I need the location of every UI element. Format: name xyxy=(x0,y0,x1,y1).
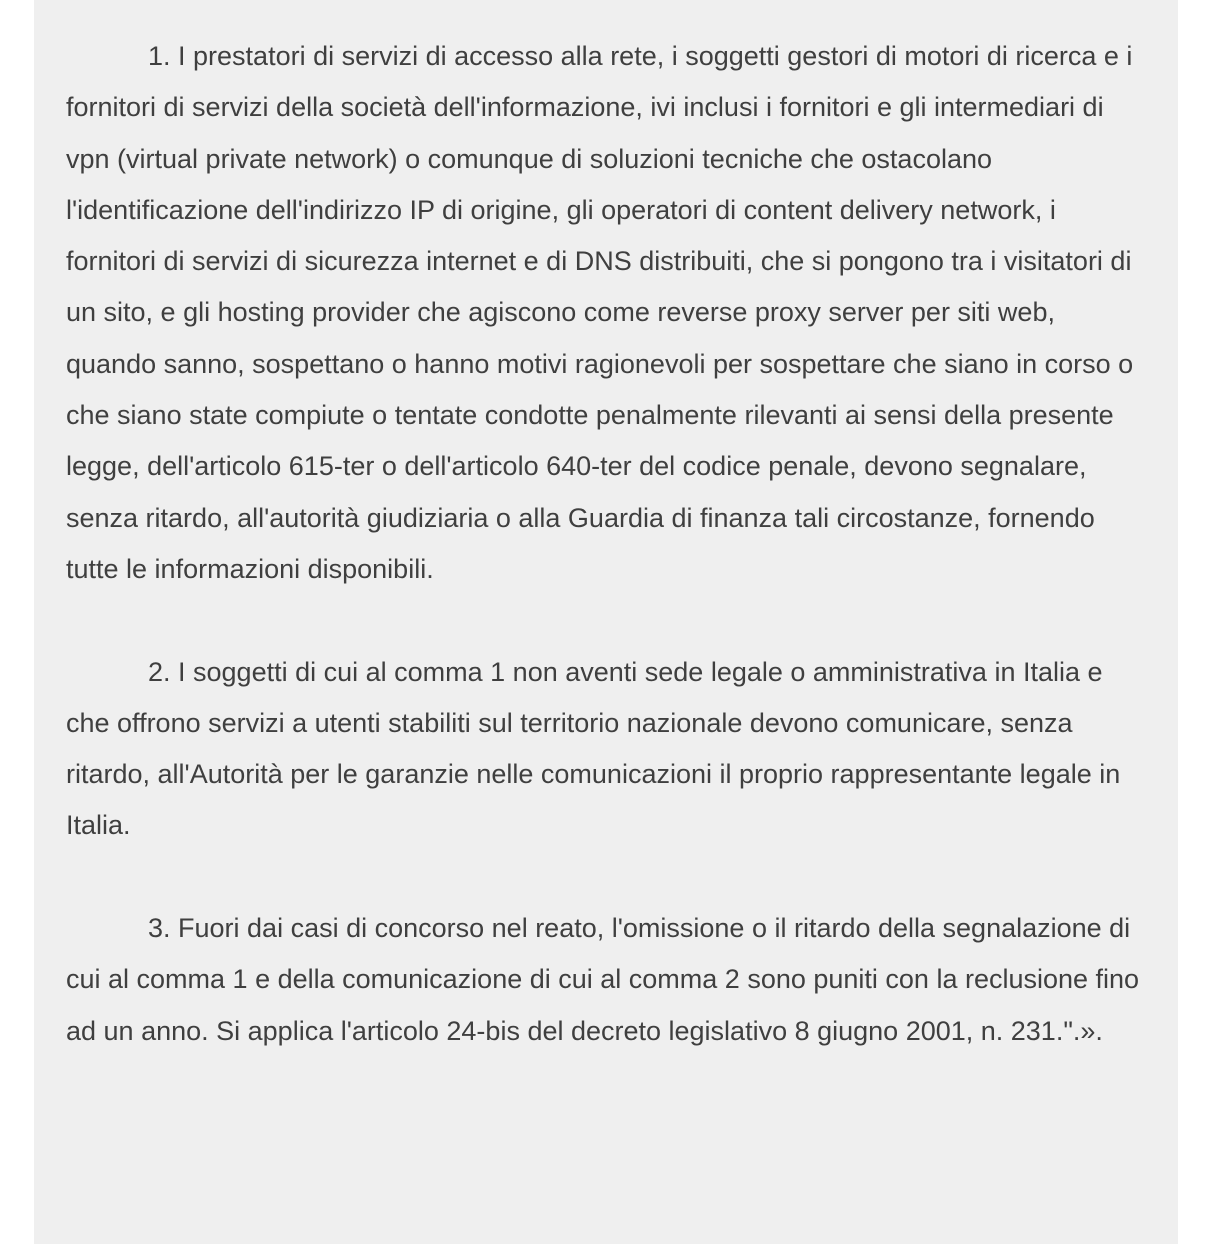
paragraph-comma-1: 1. I prestatori di servizi di accesso alla rete, i soggetti gestori di motori di ricerca e i fornitori di servizi della società dell'informazione, ivi inclusi i fornitori e gli intermediari di vpn (virtual private network) o comunque di soluzioni tecniche che ostacolano l'identificazione dell'indirizzo IP di origine, gli operatori di content delivery network, i fornitori di servizi di sicurezza internet e di DNS distribuiti, che si pongono tra i visitatori di un sito, e gli hosting provider che agiscono come reverse proxy server per siti web, quando sanno, sospettano o hanno motivi ragionevoli per sospettare che siano in corso o che siano state compiute o tentate condotte penalmente rilevanti ai sensi della presente legge, dell'articolo 615-ter o dell'articolo 640-ter del codice penale, devono segnalare, senza ritardo, all'autorità giudiziaria o alla Guardia di finanza tali circostanze, fornendo tutte le informazioni disponibili. xyxy=(66,41,1134,584)
paragraph-comma-3: 3. Fuori dai casi di concorso nel reato, l'omissione o il ritardo della segnalazione di cui al comma 1 e della comunicazione di cui al comma 2 sono puniti con la reclusione fino ad un anno. Si applica l'articolo 24-bis del decreto legislativo 8 giugno 2001, n. 231.".». xyxy=(66,913,1140,1046)
paragraph-comma-2: 2. I soggetti di cui al comma 1 non aventi sede legale o amministrativa in Italia e che offrono servizi a utenti stabiliti sul territorio nazionale devono comunicare, senza ritardo, all'Autorità per le garanzie nelle comunicazioni il proprio rappresentante legale in Italia. xyxy=(66,656,1121,841)
quoted-text-block xyxy=(34,0,1178,1244)
